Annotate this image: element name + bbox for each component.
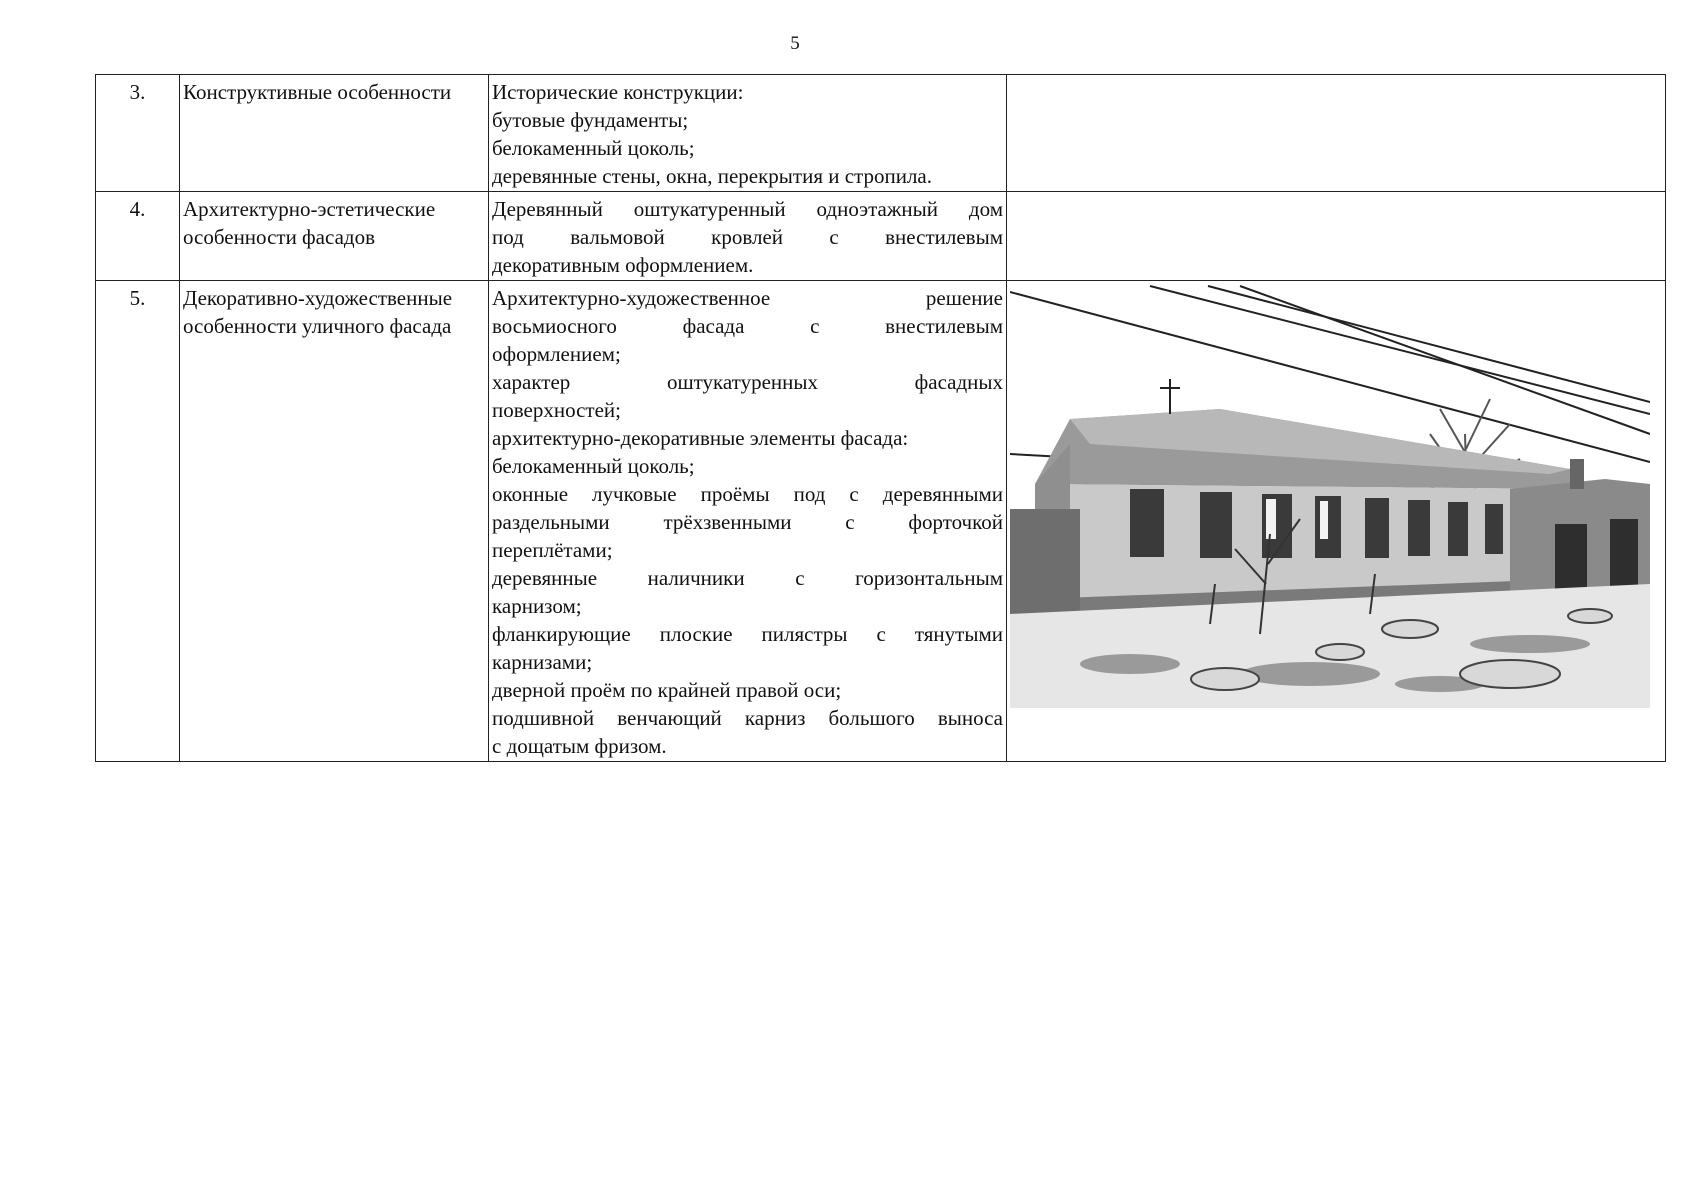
row-number: 4. [96, 192, 180, 281]
row-photo-cell [1007, 281, 1666, 762]
description-line: дверной проём по крайней правой оси; [492, 678, 842, 702]
row-description [489, 192, 1007, 281]
description-line: белокаменный цоколь; [492, 136, 695, 160]
row-number: 5. [96, 281, 180, 762]
description-line: карнизами; [492, 650, 593, 674]
description-line: фланкирующие плоские пилястры с тянутыми [492, 622, 1003, 646]
description-line: Исторические конструкции: [492, 80, 744, 104]
row-name: Архитектурно-эстетические особенности фасадов [180, 192, 489, 281]
description-line: переплётами; [492, 538, 613, 562]
page-number: 5 [790, 33, 800, 54]
description-line: поверхностей; [492, 398, 622, 422]
description-line: бутовые фундаменты; [492, 108, 689, 132]
row-number: 3. [96, 75, 180, 192]
table-row [96, 192, 1666, 281]
row-photo-cell [1007, 75, 1666, 192]
description-line: раздельными трёхзвенными с форточкой [492, 510, 1003, 534]
description-line: Деревянный оштукатуренный одноэтажный дом [492, 197, 1003, 221]
description-line: характер оштукатуренных фасадных [492, 370, 1003, 394]
row-name: Конструктивные особенности [180, 75, 489, 192]
row-photo-cell [1007, 192, 1666, 281]
description-line: под вальмовой кровлей с внестилевым [492, 225, 1003, 249]
row-description [489, 281, 1007, 762]
description-line: с дощатым фризом. [492, 734, 667, 758]
description-line: Архитектурно-художественное решение [492, 286, 1003, 310]
description-line: восьмиосного фасада с внестилевым [492, 314, 1003, 338]
house-photo [1010, 284, 1650, 708]
description-line: карнизом; [492, 594, 582, 618]
description-line: оформлением; [492, 342, 621, 366]
description-line: белокаменный цоколь; [492, 454, 695, 478]
description-line: оконные лучковые проёмы под с деревянными [492, 482, 1003, 506]
objects-table [95, 74, 1666, 762]
description-line: декоративным оформлением. [492, 253, 754, 277]
description-line: деревянные стены, окна, перекрытия и стропила. [492, 164, 932, 188]
table-row [96, 281, 1666, 762]
description-line: архитектурно-декоративные элементы фасада: [492, 426, 909, 450]
description-line: деревянные наличники с горизонтальным [492, 566, 1003, 590]
row-name: Декоративно-художественные особенности уличного фасада [180, 281, 489, 762]
table-row [96, 75, 1666, 192]
description-line: подшивной венчающий карниз большого выноса [492, 706, 1003, 730]
row-description [489, 75, 1007, 192]
